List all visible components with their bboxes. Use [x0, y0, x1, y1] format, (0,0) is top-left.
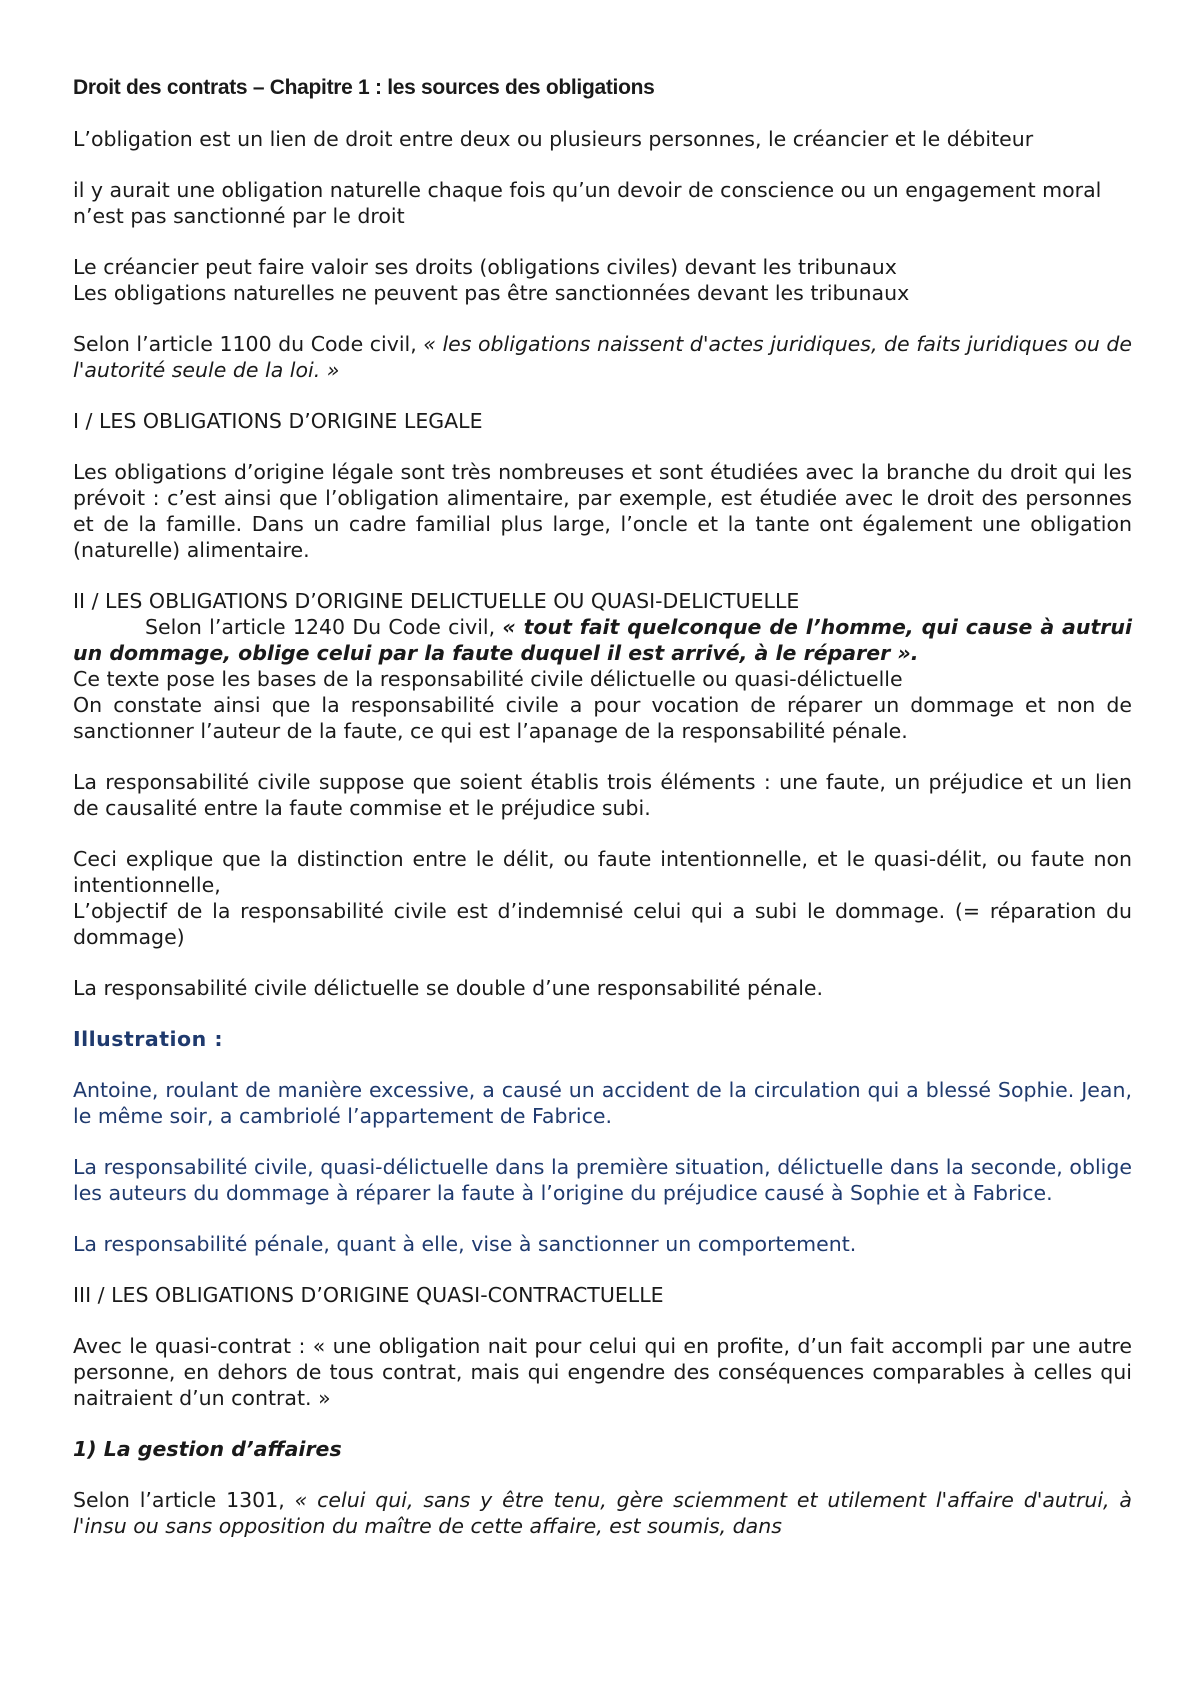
article-1100-quote: « les obligations naissent d'actes juridiques, de faits juridiques ou de l'autorité seule de la loi. » — [73, 332, 1132, 382]
section-2-block — [73, 588, 1132, 744]
section-1-paragraph: Les obligations d’origine légale sont très nombreuses et sont étudiées avec la branche du droit qui les prévoit : c’est ainsi que l’obligation alimentaire, par exemple, est étudiée avec le droit des personnes et de la famille. Dans un cadre familial plus large, l’oncle et la tante ont également une obligation (naturelle) alimentaire. — [73, 460, 1132, 562]
section-1-heading: I / LES OBLIGATIONS D’ORIGINE LEGALE — [73, 409, 483, 433]
illustration-label: Illustration : — [73, 1027, 224, 1051]
gestion-affaires-heading: 1) La gestion d’affaires — [73, 1437, 342, 1461]
distinction-block — [73, 846, 1132, 950]
distinction-paragraph: Ceci explique que la distinction entre le délit, ou faute intentionnelle, et le quasi-délit, ou faute non intentionnelle, — [73, 847, 1132, 897]
objectif-paragraph: L’objectif de la responsabilité civile est d’indemnisé celui qui a subi le dommage. (= réparation du dommage) — [73, 899, 1132, 949]
section-3-paragraph: Avec le quasi-contrat : « une obligation nait pour celui qui en profite, d’un fait accompli par une autre personne, en dehors de tous contrat, mais qui engendre des conséquences comparables à celles qui naitraient d’un contrat. » — [73, 1334, 1132, 1410]
three-elements-paragraph: La responsabilité civile suppose que soient établis trois éléments : une faute, un préjudice et un lien de causalité entre la faute commise et le préjudice subi. — [73, 770, 1132, 820]
intro-paragraph-3 — [73, 254, 1132, 306]
section-2-heading-prefix: II — [73, 589, 92, 613]
article-1301-quote: « celui qui, sans y être tenu, gère sciemment et utilement l'affaire d'autrui, à l'insu ou sans opposition du maître de cette affaire, est soumis, dans — [73, 1488, 1132, 1538]
illustration-paragraph-2: La responsabilité civile, quasi-délictuelle dans la première situation, délictuelle dans la seconde, oblige les auteurs du dommage à réparer la faute à l’origine du préjudice causé à Sophie et à Fabrice. — [73, 1155, 1132, 1205]
document-title: Droit des contrats – Chapitre 1 : les sources des obligations — [73, 76, 655, 99]
penale-paragraph: La responsabilité civile délictuelle se double d’une responsabilité pénale. — [73, 976, 824, 1000]
article-1240-paragraph — [73, 614, 1132, 666]
section-2-line-1: Ce texte pose les bases de la responsabilité civile délictuelle ou quasi-délictuelle — [73, 667, 903, 691]
section-2-heading-text: / LES OBLIGATIONS D’ORIGINE DELICTUELLE OU QUASI-DELICTUELLE — [91, 589, 800, 613]
article-1100-lead: Selon l’article 1100 du Code civil, — [73, 332, 424, 356]
article-1240-quote: « tout fait quelconque de l’homme, qui cause à autrui un dommage, oblige celui par la faute duquel il est arrivé, à le réparer ». — [73, 615, 1133, 665]
article-1301-paragraph — [73, 1487, 1132, 1539]
illustration-paragraph-1: Antoine, roulant de manière excessive, a causé un accident de la circulation qui a blessé Sophie. Jean, le même soir, a cambriolé l’appartement de Fabrice. — [73, 1078, 1132, 1128]
article-1100-paragraph — [73, 331, 1132, 383]
illustration-paragraph-3: La responsabilité pénale, quant à elle, vise à sanctionner un comportement. — [73, 1232, 857, 1256]
section-3-heading: III / LES OBLIGATIONS D’ORIGINE QUASI-CONTRACTUELLE — [73, 1283, 664, 1307]
intro-paragraph-1: L’obligation est un lien de droit entre deux ou plusieurs personnes, le créancier et le débiteur — [73, 127, 1034, 151]
article-1301-lead: Selon l’article 1301, — [73, 1488, 295, 1512]
intro-paragraph-2: il y aurait une obligation naturelle chaque fois qu’un devoir de conscience ou un engagement moral n’est pas sanctionné par le droit — [73, 178, 1102, 228]
section-2-line-2: On constate ainsi que la responsabilité civile a pour vocation de réparer un dommage et non de sanctionner l’auteur de la faute, ce qui est l’apanage de la responsabilité pénale. — [73, 693, 1132, 743]
section-2-heading — [73, 588, 1132, 614]
intro-paragraph-3-line-1: Le créancier peut faire valoir ses droits (obligations civiles) devant les tribunaux — [73, 255, 897, 279]
intro-paragraph-3-line-2: Les obligations naturelles ne peuvent pas être sanctionnées devant les tribunaux — [73, 281, 910, 305]
article-1240-lead: Selon l’article 1240 Du Code civil, — [145, 615, 503, 639]
